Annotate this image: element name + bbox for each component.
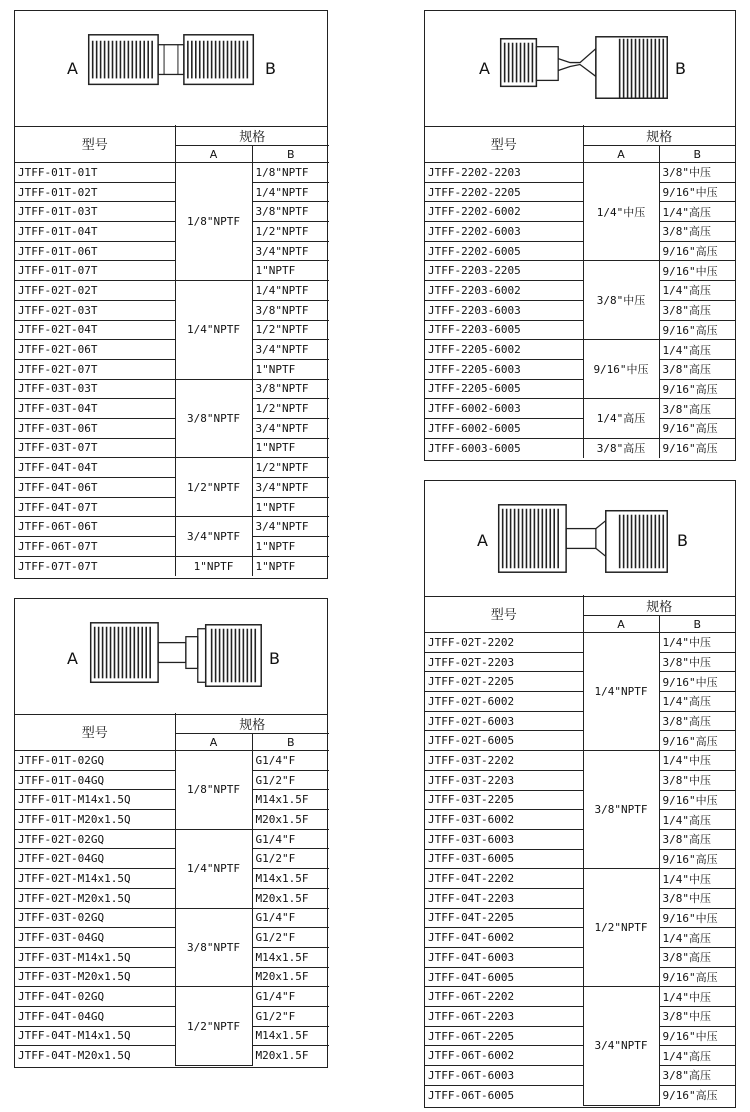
cell-spec-b: M20x1.5F [252, 967, 329, 987]
cell-model: JTFF-02T-2205 [425, 672, 583, 692]
cell-spec-a: 1/4"NPTF [175, 829, 252, 908]
cell-model: JTFF-01T-03T [15, 202, 175, 222]
table-row [15, 947, 329, 967]
cell-model: JTFF-2203-6005 [425, 320, 583, 340]
header-model: 型号 [15, 713, 175, 751]
cell-spec-b: 9/16"高压 [659, 379, 735, 399]
table-row [425, 202, 735, 222]
cell-spec-b: 3/8"高压 [659, 300, 735, 320]
table-row [15, 379, 329, 399]
header-model: 型号 [15, 125, 175, 163]
cell-model: JTFF-2202-2203 [425, 163, 583, 183]
label-b: B [265, 59, 276, 78]
header-col-a: A [583, 146, 659, 163]
table-row [425, 790, 735, 810]
table-row [15, 261, 329, 281]
table-row [425, 751, 735, 771]
cell-spec-a: 1/8"NPTF [175, 751, 252, 830]
cell-spec-b: 3/4"NPTF [252, 478, 329, 498]
cell-model: JTFF-06T-06T [15, 517, 175, 537]
npt-adapter-icon [15, 11, 327, 126]
label-a: A [477, 531, 488, 550]
cell-spec-b: 3/8"中压 [659, 1007, 735, 1027]
header-spec: 规格 [175, 713, 329, 734]
table-row [425, 379, 735, 399]
table-row [425, 849, 735, 869]
cell-spec-b: 9/16"中压 [659, 908, 735, 928]
table-row [15, 1006, 329, 1026]
cell-spec-b: 3/8"高压 [659, 1066, 735, 1086]
header-spec: 规格 [175, 125, 329, 146]
cell-spec-a: 1/8"NPTF [175, 163, 252, 281]
cell-spec-b: 1"NPTF [252, 497, 329, 517]
table-row [15, 182, 329, 202]
cell-spec-b: 1/4"高压 [659, 810, 735, 830]
table-row [15, 340, 329, 360]
cell-spec-b: 1/2"NPTF [252, 222, 329, 242]
cell-spec-b: 1/8"NPTF [252, 163, 329, 183]
cell-model: JTFF-02T-02T [15, 281, 175, 301]
cell-spec-a: 1/2"NPTF [583, 869, 659, 987]
table-row [425, 1007, 735, 1027]
cell-spec-b: 9/16"高压 [659, 731, 735, 751]
table-row [15, 241, 329, 261]
cell-model: JTFF-01T-02GQ [15, 751, 175, 771]
cell-spec-b: 3/4"NPTF [252, 241, 329, 261]
cell-spec-a: 3/8"高压 [583, 438, 659, 458]
cell-model: JTFF-07T-07T [15, 556, 175, 576]
table-row [15, 987, 329, 1007]
cell-model: JTFF-02T-03T [15, 300, 175, 320]
cell-spec-b: 9/16"中压 [659, 261, 735, 281]
spec-block-metric [14, 598, 328, 1068]
cell-model: JTFF-01T-01T [15, 163, 175, 183]
table-row [425, 948, 735, 968]
table-row [425, 731, 735, 751]
cell-model: JTFF-04T-04GQ [15, 1006, 175, 1026]
cell-spec-b: 1/4"中压 [659, 633, 735, 653]
cell-model: JTFF-02T-06T [15, 340, 175, 360]
table-row [425, 340, 735, 360]
cell-model: JTFF-04T-06T [15, 478, 175, 498]
cell-spec-b: M20x1.5F [252, 888, 329, 908]
cell-spec-b: 1/4"高压 [659, 692, 735, 712]
cell-model: JTFF-01T-06T [15, 241, 175, 261]
table-row [425, 829, 735, 849]
spec-block-jic [424, 10, 736, 461]
cell-spec-b: G1/2"F [252, 770, 329, 790]
cell-spec-a: 3/4"NPTF [583, 987, 659, 1105]
cell-spec-a: 3/8"NPTF [175, 379, 252, 458]
table-row [15, 478, 329, 498]
table-row [15, 537, 329, 557]
cell-spec-b: M20x1.5F [252, 1046, 329, 1066]
jic-adapter-icon [425, 11, 735, 126]
table-row [425, 869, 735, 889]
cell-spec-b: 1/4"中压 [659, 987, 735, 1007]
table-row [15, 418, 329, 438]
cell-spec-b: 1/4"NPTF [252, 182, 329, 202]
cell-spec-b: 9/16"高压 [659, 1085, 735, 1105]
table-row [15, 770, 329, 790]
cell-spec-b: M14x1.5F [252, 790, 329, 810]
cell-model: JTFF-03T-2202 [425, 751, 583, 771]
table-row [425, 888, 735, 908]
table-row [425, 399, 735, 419]
cell-spec-b: 3/8"高压 [659, 829, 735, 849]
cell-spec-b: 3/8"高压 [659, 948, 735, 968]
table-row [15, 202, 329, 222]
cell-model: JTFF-2203-6003 [425, 300, 583, 320]
cell-model: JTFF-2202-6005 [425, 241, 583, 261]
header-col-b: B [659, 146, 735, 163]
table-row [425, 692, 735, 712]
cell-spec-b: 9/16"中压 [659, 790, 735, 810]
cell-spec-b: 9/16"高压 [659, 418, 735, 438]
spec-table [15, 713, 329, 1066]
cell-spec-b: 3/8"NPTF [252, 300, 329, 320]
fitting-diagram [425, 481, 735, 597]
cell-spec-b: 1/4"中压 [659, 751, 735, 771]
cell-model: JTFF-01T-M14x1.5Q [15, 790, 175, 810]
cell-model: JTFF-02T-04T [15, 320, 175, 340]
cell-model: JTFF-03T-6005 [425, 849, 583, 869]
cell-spec-b: G1/2"F [252, 1006, 329, 1026]
cell-spec-a: 1/2"NPTF [175, 458, 252, 517]
table-row [425, 222, 735, 242]
cell-spec-b: 3/4"NPTF [252, 418, 329, 438]
cell-spec-b: 1/4"高压 [659, 281, 735, 301]
cell-spec-b: 1/4"高压 [659, 928, 735, 948]
label-a: A [67, 59, 78, 78]
cell-spec-b: 3/8"NPTF [252, 379, 329, 399]
table-row [425, 987, 735, 1007]
table-row [425, 711, 735, 731]
table-row [425, 163, 735, 183]
header-spec: 规格 [583, 595, 735, 616]
cell-spec-a: 1/4"NPTF [175, 281, 252, 379]
cell-model: JTFF-06T-6005 [425, 1085, 583, 1105]
cell-spec-b: 1/2"NPTF [252, 320, 329, 340]
cell-spec-b: 3/8"中压 [659, 770, 735, 790]
header-col-b: B [252, 734, 329, 751]
cell-model: JTFF-01T-04GQ [15, 770, 175, 790]
cell-spec-a: 1/4"NPTF [583, 633, 659, 751]
table-row [425, 1046, 735, 1066]
cell-model: JTFF-04T-M20x1.5Q [15, 1046, 175, 1066]
table-row [15, 888, 329, 908]
cell-spec-b: 1"NPTF [252, 556, 329, 576]
cell-model: JTFF-01T-07T [15, 261, 175, 281]
cell-model: JTFF-06T-2202 [425, 987, 583, 1007]
cell-spec-b: 3/4"NPTF [252, 517, 329, 537]
cell-model: JTFF-2203-6002 [425, 281, 583, 301]
header-col-b: B [252, 146, 329, 163]
header-model: 型号 [425, 125, 583, 163]
cell-spec-a: 1"NPTF [175, 556, 252, 576]
fitting-diagram [15, 599, 327, 715]
table-row [425, 1066, 735, 1086]
cell-model: JTFF-2202-2205 [425, 182, 583, 202]
spec-table [15, 125, 329, 576]
cell-spec-b: 3/8"高压 [659, 222, 735, 242]
cell-model: JTFF-2203-2205 [425, 261, 583, 281]
cell-model: JTFF-04T-6002 [425, 928, 583, 948]
cell-spec-b: 1/4"高压 [659, 202, 735, 222]
cell-model: JTFF-6002-6003 [425, 399, 583, 419]
cell-spec-b: 3/4"NPTF [252, 340, 329, 360]
cell-model: JTFF-04T-6005 [425, 967, 583, 987]
spec-block-npt-jic [424, 480, 736, 1108]
cell-model: JTFF-02T-M20x1.5Q [15, 888, 175, 908]
cell-spec-b: 3/8"高压 [659, 711, 735, 731]
cell-model: JTFF-04T-2205 [425, 908, 583, 928]
fitting-diagram [425, 11, 735, 127]
cell-model: JTFF-03T-M14x1.5Q [15, 947, 175, 967]
cell-spec-a: 3/8"NPTF [583, 751, 659, 869]
cell-model: JTFF-03T-6002 [425, 810, 583, 830]
table-row [15, 517, 329, 537]
table-row [15, 497, 329, 517]
cell-model: JTFF-04T-07T [15, 497, 175, 517]
cell-spec-b: 9/16"中压 [659, 182, 735, 202]
cell-spec-a: 9/16"中压 [583, 340, 659, 399]
label-a: A [67, 649, 78, 668]
table-row [15, 320, 329, 340]
cell-model: JTFF-02T-6005 [425, 731, 583, 751]
npt-jic-adapter-icon [425, 481, 735, 596]
table-row [425, 300, 735, 320]
cell-spec-b: 1"NPTF [252, 438, 329, 458]
table-row [15, 300, 329, 320]
cell-spec-b: 1/4"中压 [659, 869, 735, 889]
cell-model: JTFF-03T-04T [15, 399, 175, 419]
cell-model: JTFF-02T-2202 [425, 633, 583, 653]
cell-spec-b: 1/2"NPTF [252, 399, 329, 419]
table-row [15, 222, 329, 242]
cell-model: JTFF-03T-06T [15, 418, 175, 438]
cell-model: JTFF-02T-04GQ [15, 849, 175, 869]
cell-model: JTFF-04T-02GQ [15, 987, 175, 1007]
cell-model: JTFF-04T-6003 [425, 948, 583, 968]
cell-spec-b: 3/8"NPTF [252, 202, 329, 222]
cell-model: JTFF-02T-2203 [425, 652, 583, 672]
table-row [15, 438, 329, 458]
table-row [425, 810, 735, 830]
cell-spec-a: 3/8"中压 [583, 261, 659, 340]
cell-model: JTFF-06T-2203 [425, 1007, 583, 1027]
table-row [15, 751, 329, 771]
header-col-a: A [175, 146, 252, 163]
table-row [425, 928, 735, 948]
label-a: A [479, 59, 490, 78]
cell-model: JTFF-04T-04T [15, 458, 175, 478]
cell-model: JTFF-06T-6002 [425, 1046, 583, 1066]
cell-model: JTFF-03T-04GQ [15, 928, 175, 948]
cell-model: JTFF-6003-6005 [425, 438, 583, 458]
table-row [15, 790, 329, 810]
cell-model: JTFF-2202-6002 [425, 202, 583, 222]
table-row [425, 418, 735, 438]
cell-model: JTFF-03T-6003 [425, 829, 583, 849]
cell-spec-b: M20x1.5F [252, 810, 329, 830]
cell-model: JTFF-06T-6003 [425, 1066, 583, 1086]
header-col-b: B [659, 616, 735, 633]
cell-spec-b: 3/8"高压 [659, 359, 735, 379]
cell-spec-b: 3/8"高压 [659, 399, 735, 419]
table-row [425, 438, 735, 458]
cell-spec-a: 3/8"NPTF [175, 908, 252, 987]
table-row [15, 359, 329, 379]
cell-spec-b: 9/16"中压 [659, 672, 735, 692]
cell-model: JTFF-02T-M14x1.5Q [15, 869, 175, 889]
label-b: B [677, 531, 688, 550]
cell-model: JTFF-6002-6005 [425, 418, 583, 438]
table-row [425, 633, 735, 653]
spec-table [425, 125, 735, 458]
cell-spec-b: 3/8"中压 [659, 652, 735, 672]
cell-model: JTFF-01T-04T [15, 222, 175, 242]
cell-spec-a: 1/4"高压 [583, 399, 659, 438]
table-row [425, 261, 735, 281]
header-model: 型号 [425, 595, 583, 633]
cell-model: JTFF-02T-6002 [425, 692, 583, 712]
table-row [15, 849, 329, 869]
table-row [425, 908, 735, 928]
cell-spec-b: 1/4"高压 [659, 1046, 735, 1066]
cell-model: JTFF-03T-M20x1.5Q [15, 967, 175, 987]
cell-model: JTFF-04T-2202 [425, 869, 583, 889]
table-row [425, 967, 735, 987]
table-row [15, 810, 329, 830]
table-row [425, 320, 735, 340]
cell-spec-a: 1/2"NPTF [175, 987, 252, 1066]
spec-block-npt-npt [14, 10, 328, 579]
cell-spec-b: G1/2"F [252, 928, 329, 948]
cell-model: JTFF-06T-07T [15, 537, 175, 557]
cell-model: JTFF-06T-2205 [425, 1026, 583, 1046]
fitting-diagram [15, 11, 327, 127]
cell-spec-b: 9/16"高压 [659, 438, 735, 458]
cell-spec-b: G1/4"F [252, 908, 329, 928]
cell-model: JTFF-02T-07T [15, 359, 175, 379]
cell-spec-b: G1/4"F [252, 987, 329, 1007]
cell-spec-b: 9/16"高压 [659, 849, 735, 869]
cell-spec-b: 1"NPTF [252, 261, 329, 281]
cell-spec-b: 1/4"高压 [659, 340, 735, 360]
cell-model: JTFF-01T-M20x1.5Q [15, 810, 175, 830]
table-row [425, 1085, 735, 1105]
cell-model: JTFF-02T-6003 [425, 711, 583, 731]
table-row [15, 928, 329, 948]
cell-spec-b: 3/8"中压 [659, 888, 735, 908]
table-row [15, 908, 329, 928]
spec-table [425, 595, 735, 1106]
table-row [15, 829, 329, 849]
cell-spec-b: G1/4"F [252, 751, 329, 771]
cell-spec-a: 3/4"NPTF [175, 517, 252, 556]
cell-spec-b: 1/2"NPTF [252, 458, 329, 478]
cell-spec-b: G1/4"F [252, 829, 329, 849]
table-row [15, 1046, 329, 1066]
cell-model: JTFF-03T-03T [15, 379, 175, 399]
cell-model: JTFF-2205-6002 [425, 340, 583, 360]
cell-spec-b: 1/4"NPTF [252, 281, 329, 301]
cell-model: JTFF-03T-2203 [425, 770, 583, 790]
cell-spec-b: M14x1.5F [252, 1026, 329, 1046]
cell-model: JTFF-04T-2203 [425, 888, 583, 908]
cell-model: JTFF-03T-02GQ [15, 908, 175, 928]
cell-spec-b: M14x1.5F [252, 947, 329, 967]
cell-model: JTFF-04T-M14x1.5Q [15, 1026, 175, 1046]
cell-spec-b: 9/16"高压 [659, 320, 735, 340]
metric-adapter-icon [15, 599, 327, 714]
label-b: B [675, 59, 686, 78]
cell-spec-b: 3/8"中压 [659, 163, 735, 183]
cell-spec-b: 1"NPTF [252, 359, 329, 379]
header-col-a: A [175, 734, 252, 751]
table-row [425, 241, 735, 261]
table-row [425, 182, 735, 202]
cell-model: JTFF-03T-2205 [425, 790, 583, 810]
cell-spec-b: G1/2"F [252, 849, 329, 869]
table-row [15, 281, 329, 301]
label-b: B [269, 649, 280, 668]
table-row [15, 1026, 329, 1046]
table-row [15, 967, 329, 987]
table-row [425, 359, 735, 379]
table-row [425, 1026, 735, 1046]
cell-spec-b: 1"NPTF [252, 537, 329, 557]
table-row [15, 458, 329, 478]
table-row [15, 163, 329, 183]
cell-model: JTFF-01T-02T [15, 182, 175, 202]
cell-spec-b: 9/16"中压 [659, 1026, 735, 1046]
header-col-a: A [583, 616, 659, 633]
cell-model: JTFF-2202-6003 [425, 222, 583, 242]
table-row [425, 672, 735, 692]
cell-model: JTFF-2205-6005 [425, 379, 583, 399]
table-row [425, 770, 735, 790]
table-row [425, 281, 735, 301]
table-row [15, 556, 329, 576]
cell-spec-b: 9/16"高压 [659, 241, 735, 261]
table-row [15, 869, 329, 889]
cell-model: JTFF-03T-07T [15, 438, 175, 458]
table-row [425, 652, 735, 672]
header-spec: 规格 [583, 125, 735, 146]
table-row [15, 399, 329, 419]
cell-spec-b: M14x1.5F [252, 869, 329, 889]
cell-spec-b: 9/16"高压 [659, 967, 735, 987]
cell-spec-a: 1/4"中压 [583, 163, 659, 261]
cell-model: JTFF-02T-02GQ [15, 829, 175, 849]
cell-model: JTFF-2205-6003 [425, 359, 583, 379]
